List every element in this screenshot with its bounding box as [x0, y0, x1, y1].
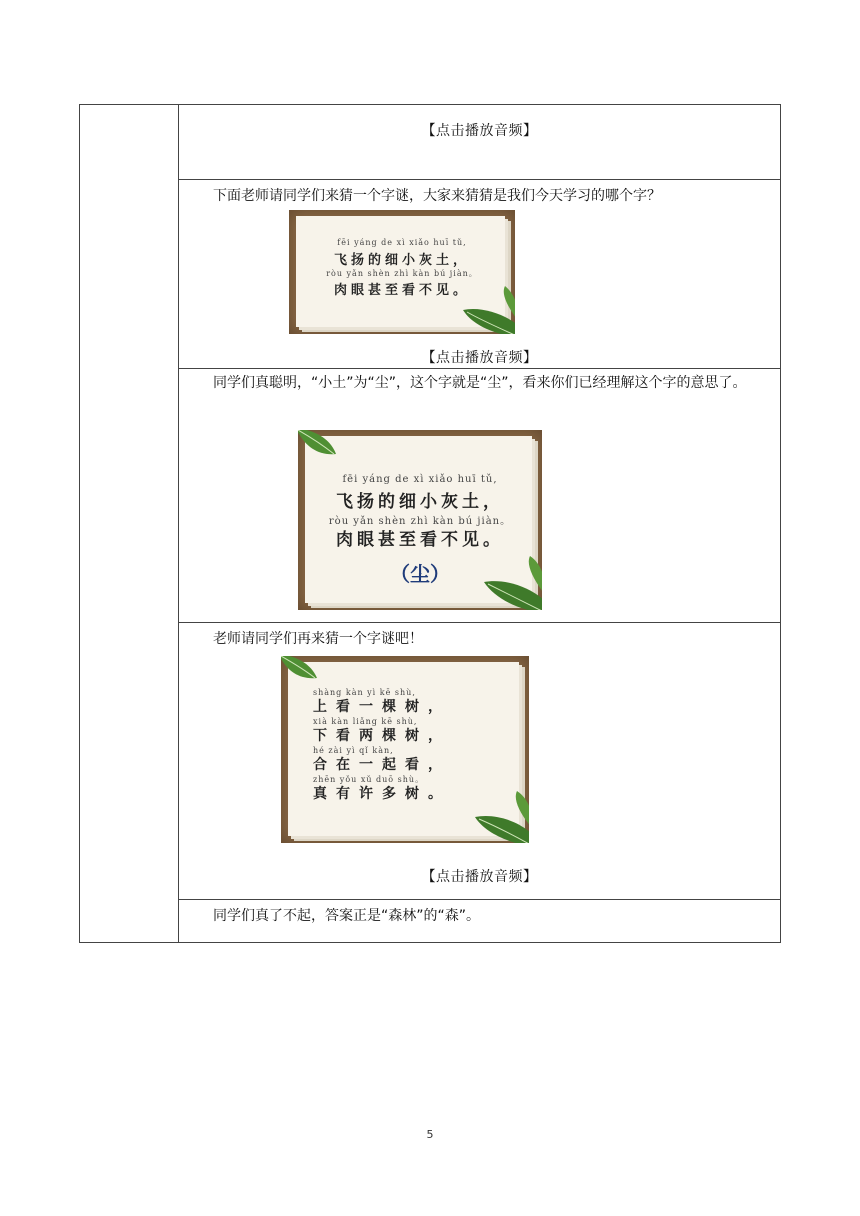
pinyin-line: zhēn yǒu xǔ duō shù。	[313, 775, 425, 784]
pinyin-line: shàng kàn yì kē shù,	[313, 688, 416, 697]
play-audio-link-3[interactable]: 【点击播放音频】	[421, 869, 538, 885]
pinyin-line: hé zài yì qǐ kàn,	[313, 746, 394, 755]
hanzi-line: 下看两棵树，	[313, 728, 451, 744]
riddle-verse	[313, 688, 451, 804]
riddle-intro-text: 下面老师请同学们来猜一个字谜，大家来猜猜是我们今天学习的哪个字？	[213, 188, 661, 204]
riddle-card-dust-answer	[298, 430, 542, 610]
answer-explanation-text: 同学们真聪明，“小土”为“尘”，这个字就是“尘”，看来你们已经理解这个字的意思了。	[213, 375, 747, 391]
pinyin-line: fēi yáng de xì xiǎo huī tǔ,	[342, 474, 498, 485]
conclusion-text: 同学们真了不起，答案正是“森林”的“森”。	[213, 908, 481, 924]
riddle-card-forest	[281, 656, 529, 843]
pinyin-line: fēi yáng de xì xiǎo huī tǔ,	[337, 238, 467, 247]
page-number: 5	[426, 1128, 434, 1141]
pinyin-line: xià kàn liǎng kē shù,	[313, 717, 418, 726]
row-riddle-2	[179, 623, 780, 900]
hanzi-line: 飞扬的细小灰土，	[336, 492, 504, 512]
leaf-icon	[298, 430, 336, 458]
row-riddle-1	[179, 180, 780, 369]
row-audio-1	[179, 105, 780, 180]
leaf-icon	[476, 556, 542, 610]
hanzi-line: 肉眼甚至看不见。	[336, 530, 504, 550]
leaf-icon	[467, 791, 529, 843]
hanzi-line: 肉眼甚至看不见。	[333, 283, 470, 298]
row-answer-dust	[179, 369, 780, 623]
hanzi-line: 真有许多树。	[313, 786, 451, 802]
pinyin-line: ròu yǎn shèn zhì kàn bú jiàn。	[326, 269, 478, 278]
riddle-card-dust	[289, 210, 515, 334]
riddle-intro-text: 老师请同学们再来猜一个字谜吧！	[213, 631, 423, 647]
pinyin-line: ròu yǎn shèn zhì kàn bú jiàn。	[328, 516, 512, 527]
play-audio-link-1[interactable]: 【点击播放音频】	[421, 123, 538, 139]
play-audio-link-2[interactable]: 【点击播放音频】	[421, 350, 538, 366]
leaf-icon	[281, 656, 317, 682]
riddle-answer: （尘）	[390, 562, 450, 586]
hanzi-line: 上看一棵树，	[313, 699, 451, 715]
row-conclusion	[179, 900, 780, 943]
left-column-cell	[80, 105, 179, 942]
lesson-table	[79, 104, 781, 943]
leaf-icon	[455, 286, 515, 334]
hanzi-line: 飞扬的细小灰土，	[333, 253, 470, 268]
hanzi-line: 合在一起看，	[313, 757, 451, 773]
